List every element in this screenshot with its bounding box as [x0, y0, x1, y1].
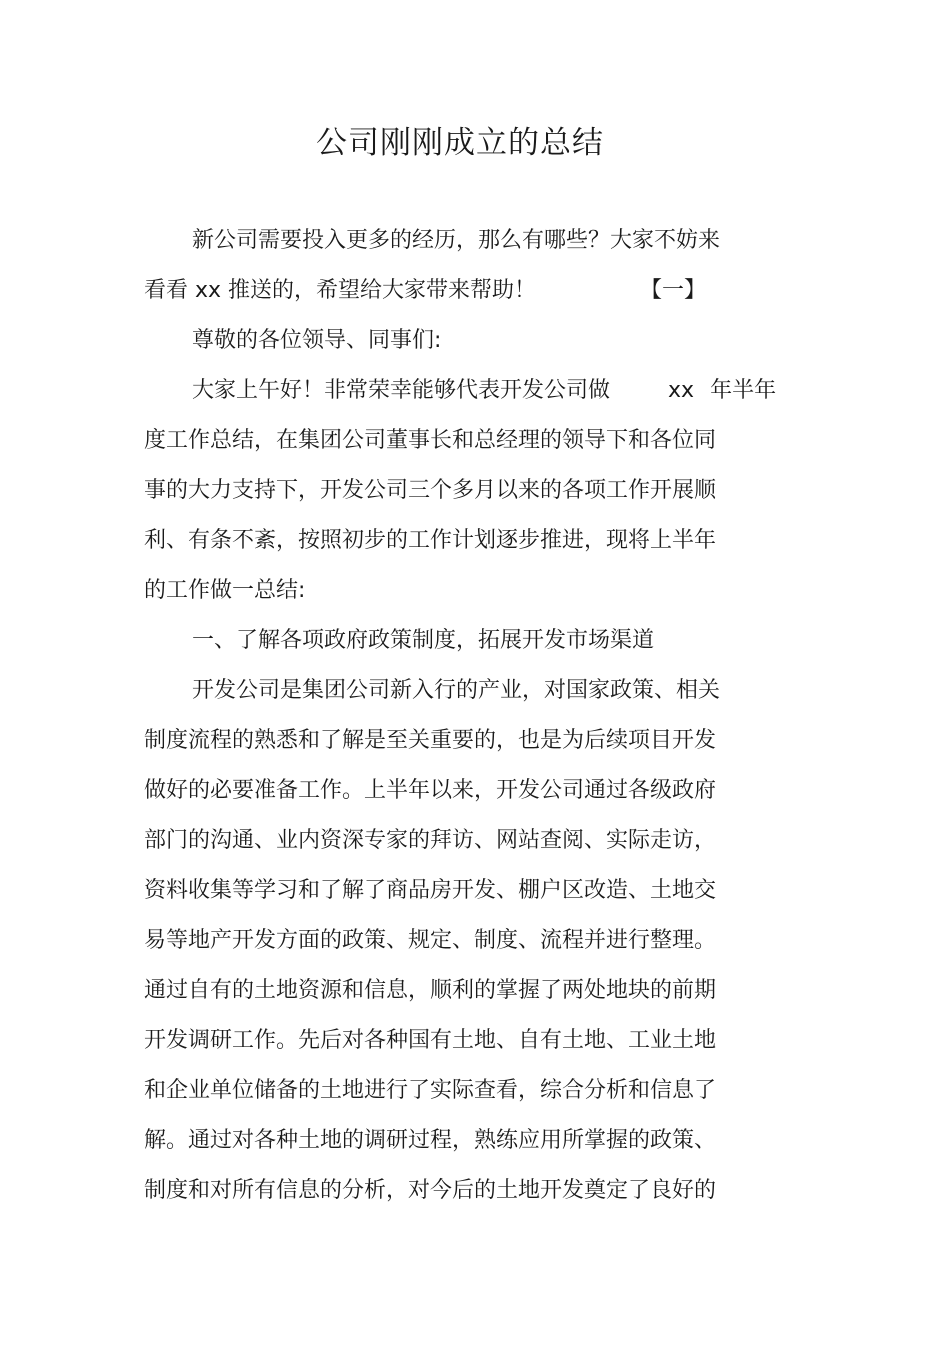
section-1-line: 和企业单位储备的土地进行了实际查看，综合分析和信息了 — [144, 1078, 717, 1103]
section-1-line: 部门的沟通、业内资深专家的拜访、网站查阅、实际走访， — [144, 828, 717, 853]
section-marker: 【一】 — [640, 278, 707, 303]
section-1-line: 易等地产开发方面的政策、规定、制度、流程并进行整理。 — [144, 928, 717, 953]
document-title: 公司刚刚成立的总结 — [316, 125, 604, 161]
intro-line-2-text: 看看 xx 推送的，希望给大家带来帮助！ — [144, 278, 537, 303]
section-1-heading: 一、了解各项政府政策制度，拓展开发市场渠道 — [192, 628, 655, 653]
opening-line-1-tail: 年半年 — [710, 378, 777, 403]
section-1-line: 解。通过对各种土地的调研过程，熟练应用所掌握的政策、 — [144, 1128, 717, 1153]
section-1-line: 制度流程的熟悉和了解是至关重要的，也是为后续项目开发 — [144, 728, 717, 753]
opening-line-1-text: 大家上午好！非常荣幸能够代表开发公司做 — [192, 378, 611, 403]
opening-line-1 — [192, 376, 776, 406]
intro-line-1: 新公司需要投入更多的经历，那么有哪些？大家不妨来 — [192, 228, 721, 253]
opening-line-2: 度工作总结，在集团公司董事长和总经理的领导下和各位同 — [144, 428, 717, 453]
section-1-line: 通过自有的土地资源和信息，顺利的掌握了两处地块的前期 — [144, 978, 717, 1003]
section-1-line: 制度和对所有信息的分析，对今后的土地开发奠定了良好的 — [144, 1178, 717, 1203]
opening-line-4: 利、有条不紊，按照初步的工作计划逐步推进，现将上半年 — [144, 528, 717, 553]
opening-year-placeholder: xx — [668, 378, 695, 403]
opening-line-3: 事的大力支持下，开发公司三个多月以来的各项工作开展顺 — [144, 478, 717, 503]
section-1-line: 开发调研工作。先后对各种国有土地、自有土地、工业土地 — [144, 1028, 717, 1053]
section-1-line: 开发公司是集团公司新入行的产业，对国家政策、相关 — [192, 678, 721, 703]
section-1-line: 资料收集等学习和了解了商品房开发、棚户区改造、土地交 — [144, 878, 717, 903]
section-1-line: 做好的必要准备工作。上半年以来，开发公司通过各级政府 — [144, 778, 717, 803]
intro-line-2 — [144, 276, 706, 306]
salutation: 尊敬的各位领导、同事们: — [192, 328, 442, 353]
opening-line-5: 的工作做一总结: — [144, 578, 306, 603]
